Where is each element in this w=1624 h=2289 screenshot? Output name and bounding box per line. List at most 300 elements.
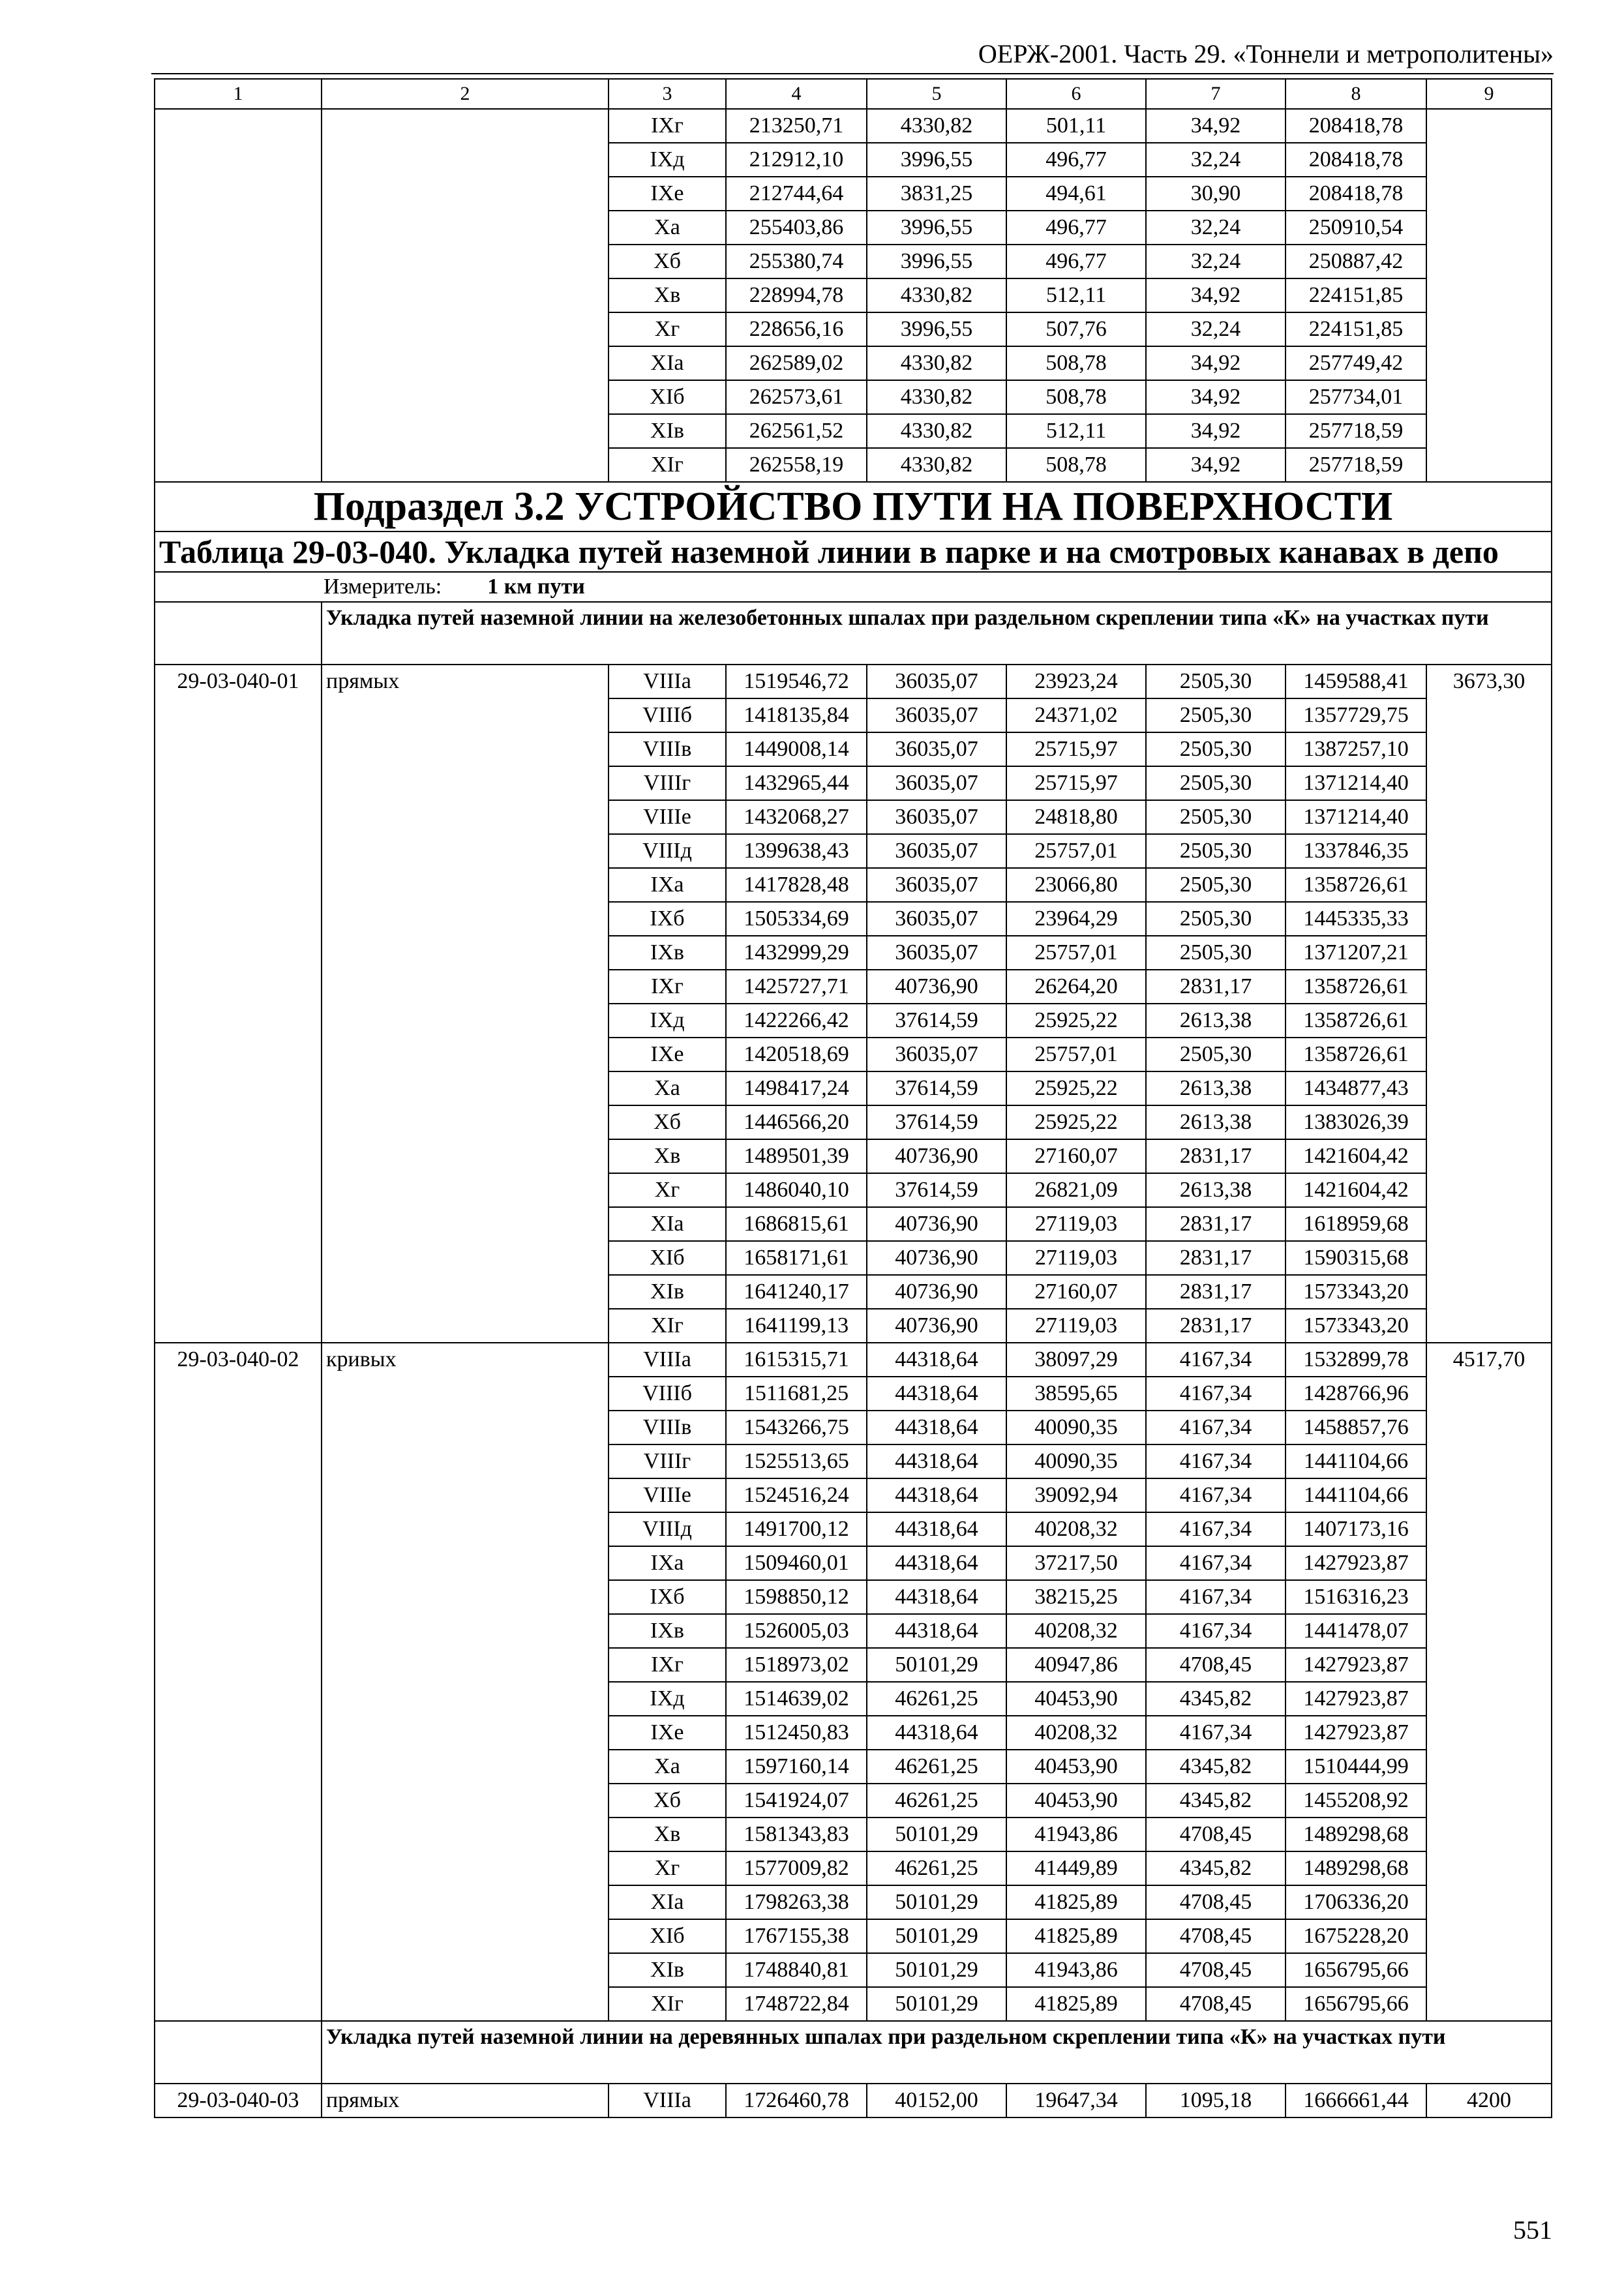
measure-label: Измеритель: <box>323 575 442 599</box>
value-cell: 25757,01 <box>1006 834 1146 868</box>
value-cell: 1455208,92 <box>1286 1784 1426 1818</box>
value-cell: 1798263,38 <box>726 1885 867 1919</box>
value-cell: IXб <box>609 902 726 936</box>
value-cell: 40947,86 <box>1006 1648 1146 1682</box>
value-cell: 1510444,99 <box>1286 1750 1426 1784</box>
value-cell: 44318,64 <box>867 1478 1006 1512</box>
value-cell: 1422266,42 <box>726 1004 867 1038</box>
value-cell: 4167,34 <box>1146 1512 1286 1546</box>
code-cell: 29-03-040-02 <box>155 1343 322 2021</box>
column-number: 9 <box>1426 79 1552 109</box>
value-cell: 208418,78 <box>1286 143 1426 177</box>
value-cell: 1459588,41 <box>1286 665 1426 698</box>
value-cell: 40736,90 <box>867 1207 1006 1241</box>
value-cell: XIб <box>609 1919 726 1953</box>
table-row <box>155 2084 1552 2117</box>
value-cell: 3996,55 <box>867 312 1006 346</box>
value-cell: 23923,24 <box>1006 665 1146 698</box>
value-cell: 4708,45 <box>1146 1953 1286 1987</box>
value-cell: 2613,38 <box>1146 1105 1286 1139</box>
value-cell: 3996,55 <box>867 211 1006 245</box>
value-cell: 40208,32 <box>1006 1512 1146 1546</box>
value-cell: VIIIг <box>609 766 726 800</box>
value-cell: 50101,29 <box>867 1919 1006 1953</box>
value-cell: 1417828,48 <box>726 868 867 902</box>
value-cell: IXд <box>609 143 726 177</box>
value-cell: XIа <box>609 1885 726 1919</box>
value-cell: 36035,07 <box>867 698 1006 732</box>
value-cell: 3996,55 <box>867 143 1006 177</box>
value-cell: 26264,20 <box>1006 970 1146 1004</box>
group-description: Укладка путей наземной линии на железобетонных шпалах при раздельном скреплении типа «К» на участках пути <box>322 602 1552 665</box>
value-cell: 1358726,61 <box>1286 868 1426 902</box>
value-cell: Xг <box>609 312 726 346</box>
value-cell: 224151,85 <box>1286 278 1426 312</box>
value-cell: 36035,07 <box>867 936 1006 970</box>
value-cell: 2505,30 <box>1146 1038 1286 1071</box>
value-cell: 1543266,75 <box>726 1411 867 1444</box>
value-cell: 4167,34 <box>1146 1580 1286 1614</box>
value-cell: 44318,64 <box>867 1580 1006 1614</box>
value-cell: 40736,90 <box>867 1241 1006 1275</box>
table-row <box>155 109 1552 143</box>
value-cell: 1498417,24 <box>726 1071 867 1105</box>
value-cell: 1337846,35 <box>1286 834 1426 868</box>
value-cell: 228994,78 <box>726 278 867 312</box>
value-cell: IXе <box>609 177 726 211</box>
value-cell: 1407173,16 <box>1286 1512 1426 1546</box>
subsection-row <box>155 482 1552 531</box>
value-cell: 213250,71 <box>726 109 867 143</box>
value-cell: 37614,59 <box>867 1004 1006 1038</box>
value-cell: 208418,78 <box>1286 109 1426 143</box>
value-cell: 507,76 <box>1006 312 1146 346</box>
value-cell: 2505,30 <box>1146 936 1286 970</box>
value-cell: 1666661,44 <box>1286 2084 1426 2117</box>
value-cell: 3996,55 <box>867 245 1006 278</box>
value-cell: 1399638,43 <box>726 834 867 868</box>
value-cell: 44318,64 <box>867 1377 1006 1411</box>
value-cell: 1748840,81 <box>726 1953 867 1987</box>
value-cell: 36035,07 <box>867 800 1006 834</box>
value-cell: 40152,00 <box>867 2084 1006 2117</box>
value-cell: 1441478,07 <box>1286 1614 1426 1648</box>
value-cell: 1420518,69 <box>726 1038 867 1071</box>
value-cell: 4330,82 <box>867 380 1006 414</box>
value-cell: 44318,64 <box>867 1546 1006 1580</box>
value-cell: Xг <box>609 1173 726 1207</box>
value-cell: 4167,34 <box>1146 1411 1286 1444</box>
value-cell: 40736,90 <box>867 1275 1006 1309</box>
value-cell: 496,77 <box>1006 245 1146 278</box>
value-cell: 508,78 <box>1006 380 1146 414</box>
value-cell: 1446566,20 <box>726 1105 867 1139</box>
value-cell: 46261,25 <box>867 1851 1006 1885</box>
value-cell: VIIIа <box>609 2084 726 2117</box>
value-cell: 4345,82 <box>1146 1784 1286 1818</box>
column-number: 1 <box>155 79 322 109</box>
value-cell: XIг <box>609 448 726 482</box>
value-cell: 1509460,01 <box>726 1546 867 1580</box>
value-cell: 32,24 <box>1146 245 1286 278</box>
value-cell: 257718,59 <box>1286 414 1426 448</box>
group-description-row <box>155 2021 1552 2084</box>
value-cell: Xг <box>609 1851 726 1885</box>
value-cell: 37614,59 <box>867 1071 1006 1105</box>
value-cell: Xа <box>609 211 726 245</box>
value-cell: 1441104,66 <box>1286 1478 1426 1512</box>
value-cell: 37217,50 <box>1006 1546 1146 1580</box>
value-cell: 1387257,10 <box>1286 732 1426 766</box>
value-cell: 1581343,83 <box>726 1818 867 1851</box>
value-cell: 262589,02 <box>726 346 867 380</box>
value-cell: 2505,30 <box>1146 698 1286 732</box>
value-cell: XIв <box>609 1275 726 1309</box>
value-cell: 1577009,82 <box>726 1851 867 1885</box>
value-cell: 34,92 <box>1146 414 1286 448</box>
value-cell: 38097,29 <box>1006 1343 1146 1377</box>
value-cell: 212912,10 <box>726 143 867 177</box>
value-cell: 40453,90 <box>1006 1750 1146 1784</box>
value-cell: 25715,97 <box>1006 766 1146 800</box>
value-cell: 38595,65 <box>1006 1377 1146 1411</box>
value-cell: Xб <box>609 1784 726 1818</box>
value-cell: 39092,94 <box>1006 1478 1146 1512</box>
value-cell: 512,11 <box>1006 414 1146 448</box>
value-cell: 34,92 <box>1146 380 1286 414</box>
value-cell: 36035,07 <box>867 732 1006 766</box>
value-cell: 1573343,20 <box>1286 1275 1426 1309</box>
value-cell: IXг <box>609 109 726 143</box>
column-number: 3 <box>609 79 726 109</box>
value-cell: 1486040,10 <box>726 1173 867 1207</box>
value-cell: 496,77 <box>1006 143 1146 177</box>
value-cell: Xа <box>609 1071 726 1105</box>
value-cell: XIа <box>609 1207 726 1241</box>
value-cell: 1598850,12 <box>726 1580 867 1614</box>
value-cell: 4167,34 <box>1146 1377 1286 1411</box>
measure-value: 1 км пути <box>487 575 585 599</box>
value-cell: 50101,29 <box>867 1953 1006 1987</box>
column-number: 7 <box>1146 79 1286 109</box>
value-cell: 32,24 <box>1146 211 1286 245</box>
value-cell: 37614,59 <box>867 1173 1006 1207</box>
value-cell: XIг <box>609 1309 726 1343</box>
value-cell: 27119,03 <box>1006 1241 1146 1275</box>
value-cell: 2613,38 <box>1146 1071 1286 1105</box>
value-cell: 2831,17 <box>1146 1275 1286 1309</box>
value-cell: 36035,07 <box>867 1038 1006 1071</box>
value-cell: 41825,89 <box>1006 1885 1146 1919</box>
measure-cell <box>155 572 1552 602</box>
value-cell: 4330,82 <box>867 448 1006 482</box>
value-cell: IXб <box>609 1580 726 1614</box>
value-cell: 1458857,76 <box>1286 1411 1426 1444</box>
value-cell: 46261,25 <box>867 1682 1006 1716</box>
value-cell: 1095,18 <box>1146 2084 1286 2117</box>
value-cell: 1489501,39 <box>726 1139 867 1173</box>
value-cell: 2505,30 <box>1146 732 1286 766</box>
value-cell: 23066,80 <box>1006 868 1146 902</box>
value-cell: 257749,42 <box>1286 346 1426 380</box>
group-description-row <box>155 602 1552 665</box>
value-cell: 44318,64 <box>867 1343 1006 1377</box>
code-cell <box>155 109 322 482</box>
value-cell: 19647,34 <box>1006 2084 1146 2117</box>
value-cell: 32,24 <box>1146 143 1286 177</box>
value-cell: VIIIд <box>609 1512 726 1546</box>
value-cell: IXд <box>609 1682 726 1716</box>
value-cell: 44318,64 <box>867 1411 1006 1444</box>
value-cell: 255380,74 <box>726 245 867 278</box>
value-cell: 1686815,61 <box>726 1207 867 1241</box>
value-cell: 1532899,78 <box>1286 1343 1426 1377</box>
value-cell: 4330,82 <box>867 346 1006 380</box>
value-cell: 1371207,21 <box>1286 936 1426 970</box>
value-cell: IXг <box>609 970 726 1004</box>
value-cell: IXе <box>609 1716 726 1750</box>
value-cell: 1427923,87 <box>1286 1716 1426 1750</box>
value-cell: 1511681,25 <box>726 1377 867 1411</box>
value-cell: 36035,07 <box>867 766 1006 800</box>
value-cell: VIIIа <box>609 1343 726 1377</box>
value-cell: 250887,42 <box>1286 245 1426 278</box>
measure-row <box>155 572 1552 602</box>
value-cell: 50101,29 <box>867 1818 1006 1851</box>
value-cell: 3831,25 <box>867 177 1006 211</box>
value-cell: 1573343,20 <box>1286 1309 1426 1343</box>
value-cell: XIб <box>609 1241 726 1275</box>
value-cell: 4708,45 <box>1146 1987 1286 2021</box>
col9-cell: 4200 <box>1426 2084 1552 2117</box>
value-cell: 228656,16 <box>726 312 867 346</box>
value-cell: 1449008,14 <box>726 732 867 766</box>
value-cell: 40208,32 <box>1006 1716 1146 1750</box>
value-cell: 1641199,13 <box>726 1309 867 1343</box>
value-cell: IXа <box>609 868 726 902</box>
value-cell: 1518973,02 <box>726 1648 867 1682</box>
value-cell: 257734,01 <box>1286 380 1426 414</box>
column-number: 5 <box>867 79 1006 109</box>
value-cell: 1427923,87 <box>1286 1546 1426 1580</box>
value-cell: 1597160,14 <box>726 1750 867 1784</box>
value-cell: 23964,29 <box>1006 902 1146 936</box>
value-cell: 41825,89 <box>1006 1987 1146 2021</box>
empty-cell <box>155 2021 322 2084</box>
value-cell: 2613,38 <box>1146 1004 1286 1038</box>
value-cell: 25757,01 <box>1006 936 1146 970</box>
value-cell: 1383026,39 <box>1286 1105 1426 1139</box>
value-cell: 1418135,84 <box>726 698 867 732</box>
value-cell: 1432068,27 <box>726 800 867 834</box>
value-cell: 44318,64 <box>867 1512 1006 1546</box>
value-cell: 4167,34 <box>1146 1444 1286 1478</box>
value-cell: XIв <box>609 1953 726 1987</box>
value-cell: 2505,30 <box>1146 902 1286 936</box>
value-cell: VIIIд <box>609 834 726 868</box>
value-cell: 50101,29 <box>867 1885 1006 1919</box>
col9-cell: 3673,30 <box>1426 665 1552 1343</box>
value-cell: Xв <box>609 278 726 312</box>
value-cell: 4330,82 <box>867 414 1006 448</box>
value-cell: 1427923,87 <box>1286 1682 1426 1716</box>
value-cell: 1615315,71 <box>726 1343 867 1377</box>
value-cell: 1512450,83 <box>726 1716 867 1750</box>
value-cell: VIIIг <box>609 1444 726 1478</box>
value-cell: 41943,86 <box>1006 1818 1146 1851</box>
value-cell: 44318,64 <box>867 1614 1006 1648</box>
value-cell: 25925,22 <box>1006 1105 1146 1139</box>
column-number: 6 <box>1006 79 1146 109</box>
value-cell: 1428766,96 <box>1286 1377 1426 1411</box>
value-cell: 508,78 <box>1006 448 1146 482</box>
value-cell: 1516316,23 <box>1286 1580 1426 1614</box>
name-cell: прямых <box>322 2084 609 2117</box>
value-cell: 1767155,38 <box>726 1919 867 1953</box>
value-cell: 1489298,68 <box>1286 1851 1426 1885</box>
value-cell: VIIIв <box>609 1411 726 1444</box>
value-cell: 40090,35 <box>1006 1411 1146 1444</box>
value-cell: 2613,38 <box>1146 1173 1286 1207</box>
value-cell: 1658171,61 <box>726 1241 867 1275</box>
column-number: 4 <box>726 79 867 109</box>
value-cell: 512,11 <box>1006 278 1146 312</box>
value-cell: XIг <box>609 1987 726 2021</box>
value-cell: 1656795,66 <box>1286 1953 1426 1987</box>
value-cell: 25715,97 <box>1006 732 1146 766</box>
value-cell: 41943,86 <box>1006 1953 1146 1987</box>
page-number: 551 <box>1513 2215 1552 2245</box>
value-cell: 36035,07 <box>867 868 1006 902</box>
empty-cell <box>155 602 322 665</box>
value-cell: 27119,03 <box>1006 1309 1146 1343</box>
value-cell: IXе <box>609 1038 726 1071</box>
col9-cell <box>1426 109 1552 482</box>
code-cell: 29-03-040-03 <box>155 2084 322 2117</box>
value-cell: 1358726,61 <box>1286 1038 1426 1071</box>
value-cell: 1441104,66 <box>1286 1444 1426 1478</box>
value-cell: 1519546,72 <box>726 665 867 698</box>
column-number: 2 <box>322 79 609 109</box>
value-cell: 27119,03 <box>1006 1207 1146 1241</box>
value-cell: IXг <box>609 1648 726 1682</box>
value-cell: 1427923,87 <box>1286 1648 1426 1682</box>
value-cell: 36035,07 <box>867 902 1006 936</box>
value-cell: 4167,34 <box>1146 1716 1286 1750</box>
value-cell: 2505,30 <box>1146 665 1286 698</box>
value-cell: 224151,85 <box>1286 312 1426 346</box>
value-cell: 4167,34 <box>1146 1478 1286 1512</box>
value-cell: 1489298,68 <box>1286 1818 1426 1851</box>
value-cell: 1491700,12 <box>726 1512 867 1546</box>
column-number-row <box>155 79 1552 109</box>
price-table <box>154 78 1552 2118</box>
value-cell: 26821,09 <box>1006 1173 1146 1207</box>
value-cell: 1421604,42 <box>1286 1139 1426 1173</box>
table-row <box>155 1343 1552 1377</box>
value-cell: 37614,59 <box>867 1105 1006 1139</box>
value-cell: 1421604,42 <box>1286 1173 1426 1207</box>
value-cell: 4708,45 <box>1146 1648 1286 1682</box>
value-cell: VIIIб <box>609 698 726 732</box>
value-cell: 1675228,20 <box>1286 1919 1426 1953</box>
value-cell: 1525513,65 <box>726 1444 867 1478</box>
value-cell: 2505,30 <box>1146 834 1286 868</box>
value-cell: 1514639,02 <box>726 1682 867 1716</box>
value-cell: Xб <box>609 245 726 278</box>
value-cell: 24371,02 <box>1006 698 1146 732</box>
value-cell: 1590315,68 <box>1286 1241 1426 1275</box>
value-cell: 25925,22 <box>1006 1004 1146 1038</box>
value-cell: 46261,25 <box>867 1750 1006 1784</box>
name-cell: кривых <box>322 1343 609 2021</box>
value-cell: 2505,30 <box>1146 766 1286 800</box>
value-cell: 1357729,75 <box>1286 698 1426 732</box>
group-description: Укладка путей наземной линии на деревянных шпалах при раздельном скреплении типа «К» на участках пути <box>322 2021 1552 2084</box>
value-cell: 41825,89 <box>1006 1919 1146 1953</box>
value-cell: IXа <box>609 1546 726 1580</box>
value-cell: Xа <box>609 1750 726 1784</box>
value-cell: IXв <box>609 936 726 970</box>
value-cell: 262558,19 <box>726 448 867 482</box>
value-cell: 40736,90 <box>867 1309 1006 1343</box>
value-cell: IXв <box>609 1614 726 1648</box>
value-cell: 40736,90 <box>867 1139 1006 1173</box>
value-cell: 1748722,84 <box>726 1987 867 2021</box>
value-cell: 40453,90 <box>1006 1682 1146 1716</box>
value-cell: 1706336,20 <box>1286 1885 1426 1919</box>
value-cell: 2831,17 <box>1146 970 1286 1004</box>
value-cell: 212744,64 <box>726 177 867 211</box>
name-cell: прямых <box>322 665 609 1343</box>
value-cell: 25757,01 <box>1006 1038 1146 1071</box>
value-cell: 4345,82 <box>1146 1851 1286 1885</box>
value-cell: 34,92 <box>1146 448 1286 482</box>
value-cell: 2505,30 <box>1146 868 1286 902</box>
value-cell: 34,92 <box>1146 346 1286 380</box>
value-cell: 4345,82 <box>1146 1750 1286 1784</box>
value-cell: 2831,17 <box>1146 1207 1286 1241</box>
value-cell: 1434877,43 <box>1286 1071 1426 1105</box>
value-cell: 1505334,69 <box>726 902 867 936</box>
value-cell: 2831,17 <box>1146 1139 1286 1173</box>
value-cell: 2831,17 <box>1146 1309 1286 1343</box>
value-cell: VIIIе <box>609 800 726 834</box>
value-cell: 4167,34 <box>1146 1546 1286 1580</box>
value-cell: 4708,45 <box>1146 1818 1286 1851</box>
value-cell: 1641240,17 <box>726 1275 867 1309</box>
value-cell: 1425727,71 <box>726 970 867 1004</box>
value-cell: 40090,35 <box>1006 1444 1146 1478</box>
value-cell: 34,92 <box>1146 278 1286 312</box>
value-cell: 4708,45 <box>1146 1919 1286 1953</box>
value-cell: 1371214,40 <box>1286 800 1426 834</box>
value-cell: 40453,90 <box>1006 1784 1146 1818</box>
value-cell: 4330,82 <box>867 278 1006 312</box>
value-cell: 1656795,66 <box>1286 1987 1426 2021</box>
table-title-row <box>155 531 1552 572</box>
value-cell: 24818,80 <box>1006 800 1146 834</box>
value-cell: Xв <box>609 1139 726 1173</box>
value-cell: 2505,30 <box>1146 800 1286 834</box>
value-cell: VIIIб <box>609 1377 726 1411</box>
code-cell: 29-03-040-01 <box>155 665 322 1343</box>
value-cell: 4167,34 <box>1146 1343 1286 1377</box>
value-cell: 4330,82 <box>867 109 1006 143</box>
value-cell: 1432999,29 <box>726 936 867 970</box>
value-cell: 2831,17 <box>1146 1241 1286 1275</box>
value-cell: Xв <box>609 1818 726 1851</box>
